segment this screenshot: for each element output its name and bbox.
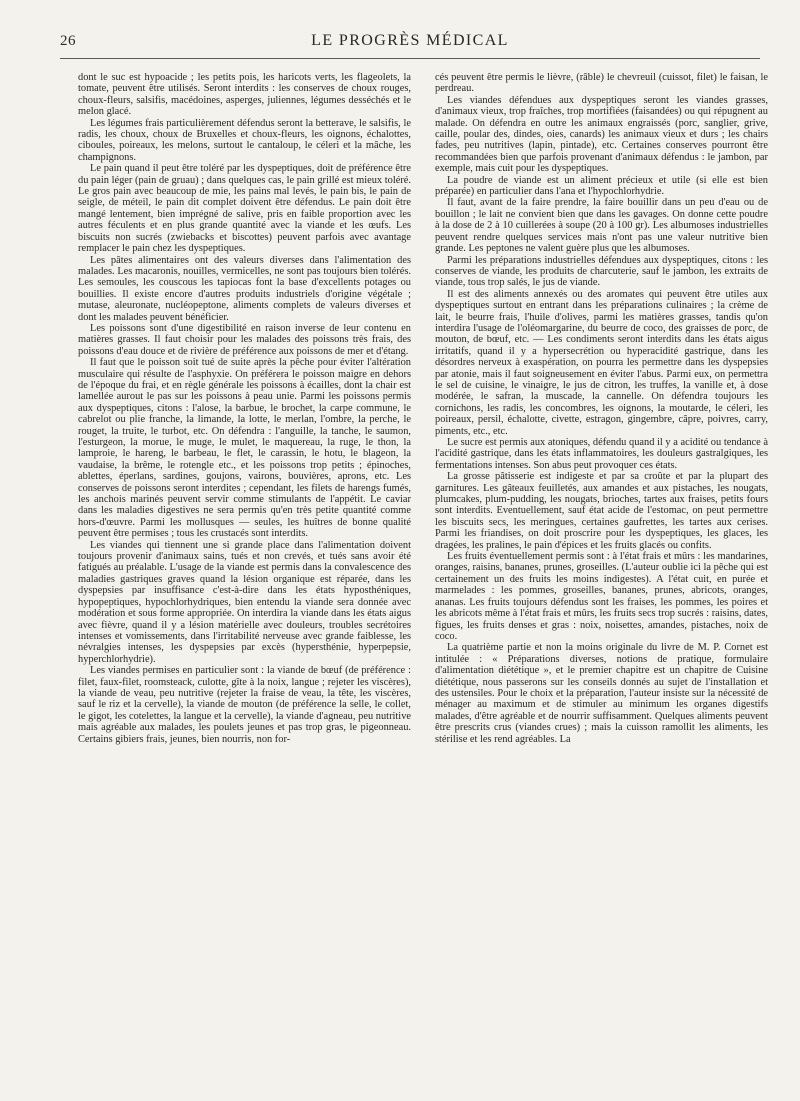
paragraph: Il est des aliments annexés ou des aromates qui peuvent être utiles aux dyspeptiques surtout en entrant dans les préparations culinaires ; la crème de lait, le beurre frais, l'huile d'olives, parmi les matières grasses, tandis qu'on interdira l'usage de l'oléomargarine, du beurre de coco, des graisses de porc, de mouton, de bœuf, etc. — Les condiments seront interdits dans les états aigus irritatifs, quand il y a hypersecrétion ou hyperacidité gastrique, dans les désordres nerveux à exaspération, on pourra les permettre dans les dyspepsies par atonie, mais il faut soigneusement en éviter l'abus. Parmi eux, on permettra le sel de cuisine, le vinaigre, le jus de citron, les truffes, la vanille et, à dose modérée, le safran, la muscade, la cannelle. On défendra toujours les cornichons, les radis, les concombres, les oignons, la moutarde, le céleri, les poireaux, persil, échalotte, civette, estragon, gingembre, câpre, poivres, carry, piments, etc., etc. — [435, 288, 768, 437]
paragraph: Les pâtes alimentaires ont des valeurs diverses dans l'alimentation des malades. Les macaronis, nouilles, vermicelles, ne sont pas toujours bien tolérés. Les semoules, les couscous les tapiocas font la base d'excellents potages ou bouillies. Il existe encore d'autres produits industriels d'origine végétale ; mutase, aleuronate, nucléopeptone, aliments complets de valeurs diverses et dont les malades peuvent bénéficier. — [78, 254, 411, 323]
paragraph: Les viandes permises en particulier sont : la viande de bœuf (de préférence : filet, faux-filet, roomsteack, culotte, gîte à la noix, langue ; rejeter les viscères), la viande de veau, peu nutritive (rejeter la fraise de veau, la tête, les viscères, sauf le riz et la cervelle), la viande de mouton (de préférence la selle, le collet, le gigot, les cotelettes, la langue et la cervelle), la viande d'agneau, peu nutritive mais agréable aux malades, les poulets jeunes et pas trop gras, le pigeonneau. Certains gibiers frais, jeunes, bien nourris, non for- — [78, 665, 411, 745]
paragraph: Le pain quand il peut être toléré par les dyspeptiques, doit de préférence être du pain léger (pain de gruau) ; dans quelques cas, le pain grillé est mieux toléré. Le gros pain avec beaucoup de mie, les pains mal levés, le pain bis, le pain de seigle, de méteil, le pain dit complet doivent être défendus. Le pain doit être mangé lentement, bien imprégné de salive, pris en faible proportion avec les autres féculents et en plus grande quantité avec la viande et les œufs. Les biscuits non sucrés (zwiebacks et biscottes) peuvent parfois avec avantage remplacer le pain chez les dyspeptiques. — [78, 163, 411, 255]
paragraph: dont le suc est hypoacide ; les petits pois, les haricots verts, les flageolets, la tomate, peuvent être utilisés. Seront interdits : les conserves de choux rouges, choux-fleurs, salsifis, macédoines, asperges, juliennes, légumes desséchés et le melon glacé. — [78, 72, 411, 118]
paragraph: Le sucre est permis aux atoniques, défendu quand il y a acidité ou tendance à l'acidité gastrique, dans les états inflammatoires, les douleurs gastralgiques, les fermentations intenses. Son abus peut provoquer ces états. — [435, 437, 768, 471]
paragraph: Il faut que le poisson soit tué de suite après la pêche pour éviter l'altération musculaire qui résulte de l'asphyxie. On préférera le poisson maigre en dehors de l'époque du frai, et en règle générale les poissons à écailles, dont la chair est lamellée aurout le pas sur les poissons à peau unie. Parmi les poissons permis aux dyspeptiques, citons : l'alose, la barbue, le brochet, la carpe commune, le cabrelot ou plie franche, la limande, la lotte, le merlan, l'ombre, la perche, le rouget, la truite, le turbot, etc. On défendra : l'anguille, la tanche, le saumon, l'esturgeon, la morue, le muge, le mulet, le maquereau, la ruge, le thon, la lamproie, le hareng, le barbeau, le flet, le carassin, le hotu, le blageon, la vaudaise, la brême, le rotengle etc., et les poissons trop petits ; épinoches, ablettes, éperlans, sardines, goujons, vairons, bouvières, aprons, etc. Les conserves de poissons seront interdites ; cependant, les filets de harengs fumés, les anchois marinés peuvent servir comme stimulants de l'appétit. Le caviar dans les maladies digestives ne sera permis qu'en très petite quantité comme hors-d'œuvre. Parmi les mollusques — seules, les huîtres de bonne qualité peuvent être permises ; tous les crustacés sont interdits. — [78, 357, 411, 540]
paragraph: Les poissons sont d'une digestibilité en raison inverse de leur contenu en matières grasses. Il faut choisir pour les malades des poissons très frais, des poissons d'eau douce et de rivière de préférence aux poissons de mer et d'étang. — [78, 322, 411, 357]
paragraph: Les fruits éventuellement permis sont : à l'état frais et mûrs : les mandarines, oranges, raisins, bananes, prunes, groseilles. (L'auteur oublie ici la pêche qui est certainement un des fruits les moins indigestes). A l'état cuit, en purée et marmelades : les pommes, groseilles, bananes, prunes, abricots, oranges, ananas. Les fruits toujours défendus sont les fraises, les pommes, les poires et les abricots même à l'état frais et mûrs, les fruits secs trop sucrés : raisins, dates, figues, les fruits denses et gras : noix, noisettes, amandes, pistaches, noix de coco. — [435, 551, 768, 642]
body-columns — [78, 72, 768, 1084]
paragraph: Parmi les préparations industrielles défendues aux dyspeptiques, citons : les conserves de viande, les produits de charcuterie, sauf le jambon, les extraits de viande, tous trop salés, le jus de viande. — [435, 254, 768, 289]
paragraph: La poudre de viande est un aliment précieux et utile (si elle est bien préparée) en particulier dans l'ana et l'hypochlorhydrie. — [435, 174, 768, 198]
paragraph: Les légumes frais particulièrement défendus seront la betterave, le salsifis, le radis, les choux, choux de Bruxelles et choux-fleurs, les oignons, échalottes, ciboules, poireaux, les melons, surtout le cantaloup, le céleri et la mâche, les champignons. — [78, 117, 411, 163]
paragraph: Les viandes défendues aux dyspeptiques seront les viandes grasses, d'animaux vieux, trop fraîches, trop mortifiées (faisandées) ou qui répugnent au malade. On défendra en outre les animaux engraissés (porc, sanglier, grive, caille, poular des, dindes, oies, canards) les animaux vieux et durs ; les chairs fades, peu nutritives (lapin, pintade), etc. Certaines conserves pourront être recommandées bien que parfois provenant d'animaux défendus : le jambon, par exemple, mais cuit pour les dyspeptiques. — [435, 94, 768, 175]
paragraph: La grosse pâtisserie est indigeste et par sa croûte et par la plupart des garnitures. Les gâteaux feuilletés, aux amandes et aux pistaches, les nougats, plumcakes, plum-pudding, les nougats, brioches, tartes aux fraises, petits fours sont interdits. Eventuellement, sauf état acide de l'estomac, on peut permettre les biscuits secs, les meringues, certaines gaufrettes, les tartes aux cerises. Parmi les friandises, on doit proscrire pour les dyspeptiques, les glaces, les dragées, les pralines, le pain d'épices et les fruits glacés ou confits. — [435, 471, 768, 551]
paragraph: Les viandes qui tiennent une si grande place dans l'alimentation doivent toujours provenir d'animaux sains, tués et non crevés, et tués sans avoir été fatigués au préalable. L'usage de la viande est permis dans la convalescence des maladies gastriques graves quand la lésion organique est réparée, dans les dyspepsies par insuffisance c'est-à-dire dans les états hyposthéniques, hypopeptiques, hypochlorhydriques, bien entendu la viande sera donnée avec modération et sous forme appropriée. On interdira la viande dans les états aigus avec fièvre, quand il y a lésion matérielle avec douleurs, troubles secrétoires intenses et vomissements, dans l'irritabilité nerveuse avec grande faiblesse, les névralgies intenses, les dyspepsies par excès (hypersthénie, hyperpepsie, hyperchlorhydrie). — [78, 539, 411, 665]
paragraph: cés peuvent être permis le lièvre, (râble) le chevreuil (cuissot, filet) le faisan, le perdreau. — [435, 72, 768, 95]
running-title: LE PROGRÈS MÉDICAL — [311, 32, 509, 49]
header-rule — [60, 58, 760, 59]
paragraph: Il faut, avant de la faire prendre, la faire bouillir dans un peu d'eau ou de bouillon ; le lait ne convient bien que dans les gavages. On donne cette poudre à la dose de 2 à 10 cuillerées à soupe (20 à 100 gr). Les albumoses industrielles peuvent rendre quelques services mais n'ont pas une valeur nutritive bien grande. Les peptones ne valent guère plus que les albumoses. — [435, 197, 768, 255]
left-column — [78, 72, 411, 1084]
page-number: 26 — [60, 33, 76, 49]
page-header — [60, 30, 760, 56]
paragraph: La quatrième partie et non la moins originale du livre de M. P. Cornet est intitulée : « Préparations diverses, notions de pratique, formulaire d'alimentation diététique », et le premier chapitre est un chapitre de Cuisine diététique, nous passerons sur les conseils donnés au sujet de l'installation et des ustensiles. Pour le choix et la préparation, l'auteur insiste sur la nécessité de ménager au maximum et de stimuler au minimum les organes digestifs malades, d'être agréable et de nourrir suffisamment. Quelques aliments peuvent être prescrits crus (viandes crues) ; mais la cuisson ramollit les aliments, les stérilise et les rend agréables. La — [435, 642, 768, 745]
right-column — [435, 72, 768, 1084]
